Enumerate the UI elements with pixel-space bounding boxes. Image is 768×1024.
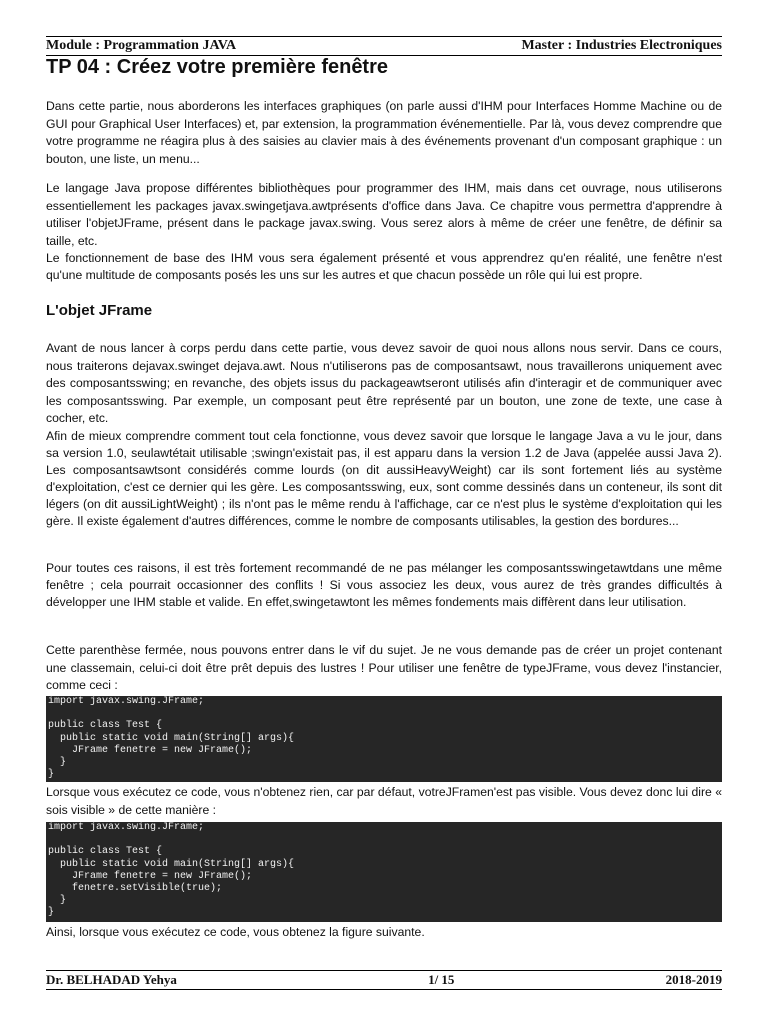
paragraph-libraries: Le langage Java propose différentes bibliothèques pour programmer des IHM, mais dans cet ouvrage, nous utiliserons essentiellement les packages javax.swingetjava.awtprésents d'office dans Java. Ce chapitre vous permettra d'apprendre à utiliser l'objetJFrame, présent dans le package javax.swing. Vous serez alors à même de créer une fenêtre, de définir sa taille, etc.: [46, 181, 722, 248]
paragraph-ihm-basics: Le fonctionnement de base des IHM vous sera également présenté et vous apprendrez qu'en réalité, une fenêtre n'est qu'une multitude de composants posés les uns sur les autres et que chacun possède un rôle qui lui est propre.: [46, 251, 722, 282]
paragraph-history: Afin de mieux comprendre comment tout cela fonctionne, vous devez savoir que lorsque le langage Java a vu le jour, dans sa version 1.0, seulawtétait utilisable ;swingn'existait pas, il est apparu dans la version 1.2 de Java (appelée aussi Java 2). Les composantsawtsont considérés comme lourds (on dit aussiHeavyWeight) car ils sont fortement liés au système d'exploitation, c'est ce dernier qui les gère. Les composantsswing, eux, sont comme dessinés dans un conteneur, ils sont dit légers (on dit aussiLightWeight) ; ils n'ont pas le même rendu à l'affichage, car ce n'est plus le système d'exploitation qui les gère. Il existe également d'autres différences, comme le nombre de composants utilisables, la gestion des bordures...: [46, 429, 722, 528]
paragraph-swing-awt: Avant de nous lancer à corps perdu dans cette partie, vous devez savoir de quoi nous allons nous servir. Dans ce cours, nous traiterons dejavax.swinget dejava.awt. Nous n'utiliserons pas de composantsawt, nous travaillerons uniquement avec des composantsswing; en revanche, des objets issus du packageawtseront utilisés afin d'interagir et de communiquer avec les composantsswing. Par exemple, un composant peut être représenté par un bouton, une zone de texte, une case à cocher, etc.: [46, 341, 722, 425]
paragraph-result: Ainsi, lorsque vous exécutez ce code, vous obtenez la figure suivante.: [46, 925, 425, 939]
paragraph-visible: Lorsque vous exécutez ce code, vous n'obtenez rien, car par défaut, votreJFramen'est pas visible. Vous devez donc lui dire « sois visible » de cette manière :: [46, 785, 722, 817]
footer-page-number: 1/ 15: [428, 972, 455, 987]
footer-year: 2018-2019: [665, 972, 722, 987]
paragraph-warning: Pour toutes ces raisons, il est très fortement recommandé de ne pas mélanger les composantsswingetawtdans une même fenêtre ; cela pourrait occasionner des conflits ! Si vous associez les deux, vous aurez de très grandes difficultés à développer une IHM stable et valide. En effet,swingetawtont les mêmes fondements mais diffèrent dans leur utilisation.: [46, 561, 722, 609]
page-header: [46, 36, 722, 56]
footer-author: Dr. BELHADAD Yehya: [46, 972, 177, 987]
paragraph-intro: Dans cette partie, nous aborderons les interfaces graphiques (on parle aussi d'IHM pour Interfaces Homme Machine ou de GUI pour Graphical User Interfaces) et, par extension, la programmation événementielle. Par là, vous devez comprendre que votre programme ne réagira plus à des saisies au clavier mais à des événements provenant d'un composant graphique : un bouton, une liste, un menu...: [46, 99, 722, 166]
header-master: Master : Industries Electroniques: [521, 38, 722, 53]
section-title: L'objet JFrame: [46, 302, 153, 319]
page-title: TP 04 : Créez votre première fenêtre: [46, 56, 389, 78]
code-block-2: import javax.swing.JFrame; public class Test { public static void main(String[] args){ JFrame fenetre = new JFrame(); fenetre.setVisible(true); } }: [46, 822, 722, 922]
header-module: Module : Programmation JAVA: [46, 38, 237, 53]
paragraph-instantiate: Cette parenthèse fermée, nous pouvons entrer dans le vif du sujet. Je ne vous demande pas de créer un projet contenant une classemain, celui-ci doit être prêt depuis des lustres ! Pour utiliser une fenêtre de typeJFrame, vous devez l'instancier, comme ceci :: [46, 643, 722, 692]
page-footer: [46, 970, 722, 990]
code-block-1: import javax.swing.JFrame; public class Test { public static void main(String[] args){ JFrame fenetre = new JFrame(); } }: [46, 696, 722, 782]
